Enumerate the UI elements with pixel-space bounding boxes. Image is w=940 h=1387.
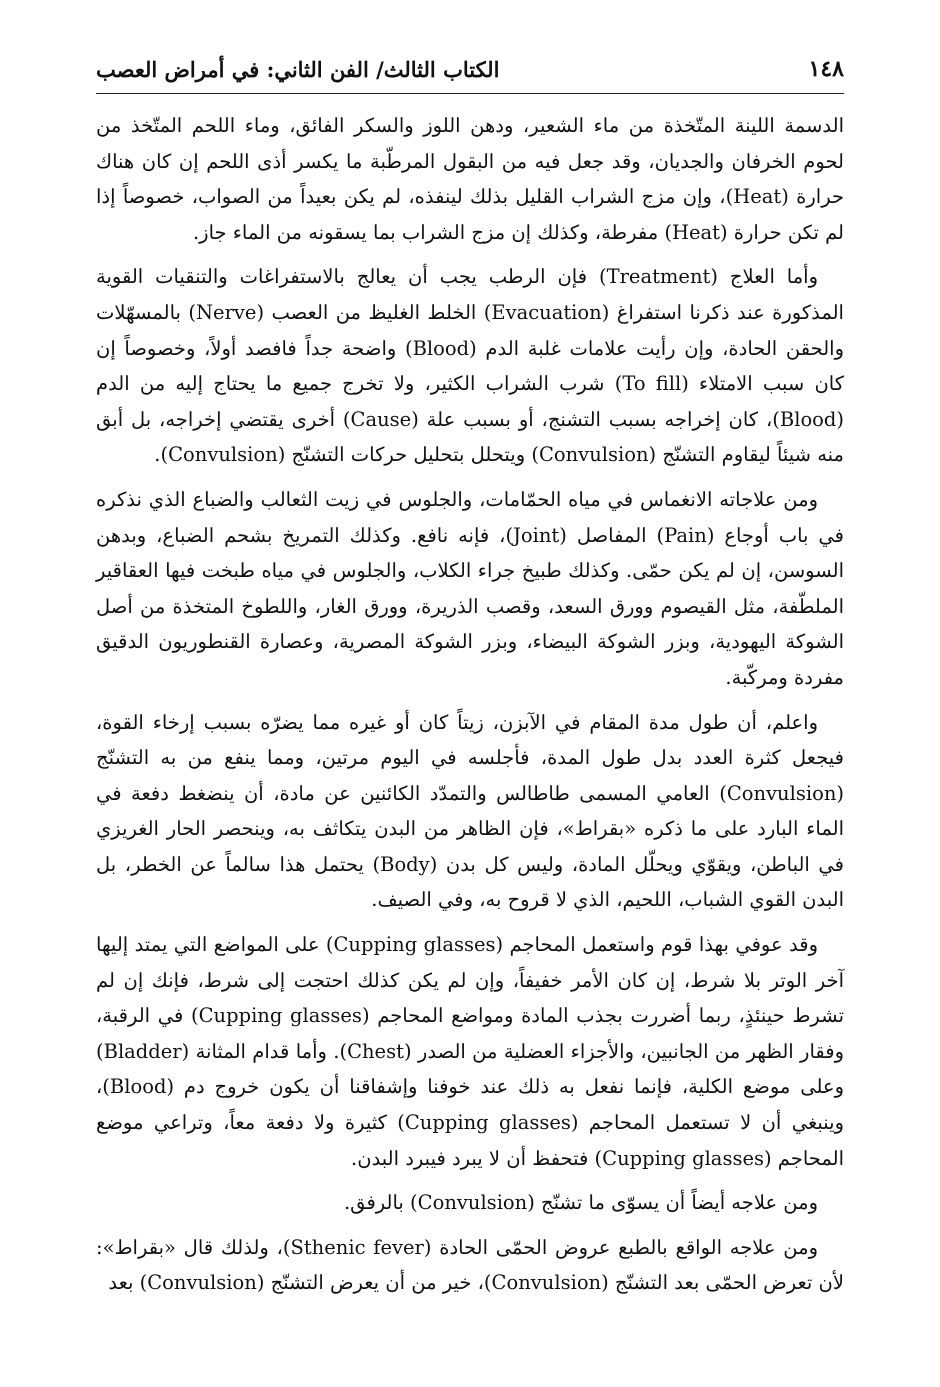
- paragraph: ومن علاجه أيضاً أن يسوّى ما تشنّج (Convulsion) بالرفق.: [343, 1191, 818, 1215]
- page-number: ١٤٨: [808, 56, 844, 82]
- paragraph: ومن علاجه الواقع بالطبع عروض الحمّى الحادة (Sthenic fever)، ولذلك قال «بقراط»: لأن تعرض الحمّى بعد التشنّج (Convulsion)، خير من أن يعرض التشنّج (Convulsion) بعد: [96, 1235, 844, 1295]
- running-head: الكتاب الثالث/ الفن الثاني: في أمراض العصب: [96, 57, 500, 82]
- page-header: [96, 42, 844, 82]
- paragraph: وأما العلاج (Treatment) فإن الرطب يجب أن يعالج بالاستفراغات والتنقيات القوية المذكورة عند ذكرنا استفراغ (Evacuation) الخلط الغليظ من العصب (Nerve) بالمسهّلات والحقن الحادة، وإن رأيت علامات غلبة الدم (Blood) واضحة جداً فافصد أولاً، وخصوصاً إن كان سبب الامتلاء (To fill) شرب الشراب الكثير، ولا تخرج جميع ما يحتاج إليه من الدم (Blood)، كان إخراجه بسبب التشنج، أو بسبب علة (Cause) أخرى يقتضي إخراجه، بل أبق منه شيئاً ليقاوم التشنّج (Convulsion) ويتحلل بتحليل حركات التشنّج (Convulsion).: [96, 265, 845, 467]
- paragraph: ومن علاجاته الانغماس في مياه الحمّامات، والجلوس في زيت الثعالب والضباع الذي نذكره في باب أوجاع (Pain) المفاصل (Joint)، فإنه نافع. وكذلك التمريخ بشحم الضباع، وبدهن السوسن، إن لم يكن حمّى. وكذلك طبيخ جراء الكلاب، والجلوس في مياه طبخت فيها العقاقير الملطّفة، مثل القيصوم وورق السعد، وقصب الذريرة، وورق الغار، واللطوخ المتخذة من أصل الشوكة اليهودية، وبزر الشوكة البيضاء، وبزر الشوكة المصرية، وعصارة القنطوريون الدقيق مفردة ومركّبة.: [96, 487, 844, 689]
- paragraph: واعلم، أن طول مدة المقام في الآبزن، زيتاً كان أو غيره مما يضرّه بسبب إرخاء القوة، فيجعل كثرة العدد بدل طول المدة، فأجلسه في اليوم مرتين، ومما ينفع من به التشنّج (Convulsion) العامي المسمى طاطالس والتمدّد الكائنين عن مادة، أن ينضغط دفعة في الماء البارد على ما ذكره «بقراط»، فإن الظاهر من البدن يتكاثف به، وينحصر الحار الغريزي في الباطن، ويقوّي ويحلّل المادة، وليس كل بدن (Body) يحتمل هذا سالماً عن الخطر، بل البدن القوي الشباب، اللحيم، الذي لا قروح به، وفي الصيف.: [96, 710, 844, 912]
- body-text: [96, 108, 844, 1310]
- paragraph: الدسمة اللينة المتّخذة من ماء الشعير، ودهن اللوز والسكر الفائق، وماء اللحم المتّخذ من لحوم الخرفان والجديان، وقد جعل فيه من البقول المرطّبة ما يكسر أذى اللحم إن كان هناك حرارة (Heat)، وإن مزج الشراب القليل بذلك لينفذه، لم يكن بعيداً من الصواب، خصوصاً إذا لم تكن حرارة (Heat) مفرطة، وكذلك إن مزج الشراب بما يسقونه من الماء جاز.: [96, 114, 845, 244]
- paragraph: وقد عوفي بهذا قوم واستعمل المحاجم (Cupping glasses) على المواضع التي يمتد إليها آخر الوتر بلا شرط، إن كان الأمر خفيفاً، وإن لم يكن كذلك احتجت إلى شرط، فإنك إن لم تشرط حينئذٍ، ربما أضررت بجذب المادة ومواضع المحاجم (Cupping glasses) في الرقبة، وفقار الظهر من الجانبين، والأجزاء العضلية من الصدر (Chest). وأما قدام المثانة (Bladder) وعلى موضع الكلية، فإنما نفعل به ذلك عند خوفنا وإشفاقنا أن يكون خروج دم (Blood)، وينبغي أن لا تستعمل المحاجم (Cupping glasses) كثيرة ولا دفعة معاً، وتراعي موضع المحاجم (Cupping glasses) فتحفظ أن لا يبرد فيبرد البدن.: [96, 933, 844, 1170]
- header-rule: [96, 93, 844, 94]
